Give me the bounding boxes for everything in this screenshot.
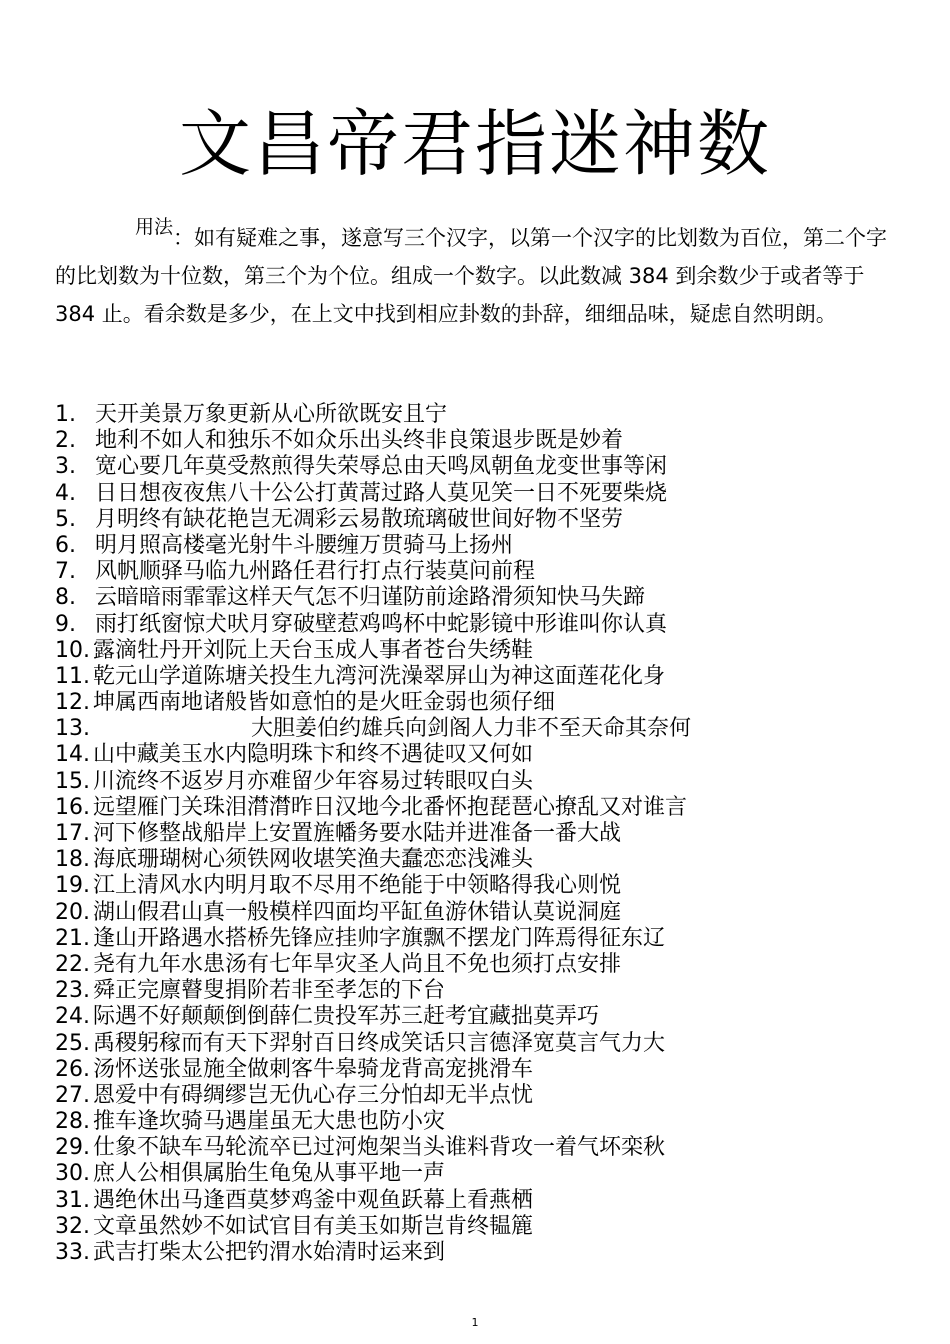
list-item: [55, 1135, 915, 1161]
entry-number: 31.: [55, 1187, 90, 1213]
entry-text: 海底珊瑚树心须铁网收堪笑渔夫蠢恋恋浅滩头: [93, 847, 534, 873]
entry-number: 5.: [55, 506, 76, 532]
entry-text: 仕象不缺车马轮流卒已过河炮架当头谁料背攻一着气坏栾秋: [93, 1135, 666, 1161]
entry-number: 2.: [55, 428, 76, 454]
entry-number: 11.: [55, 663, 90, 689]
list-item: [55, 1161, 915, 1187]
entry-number: 13.: [55, 716, 90, 742]
entry-number: 3.: [55, 454, 76, 480]
entry-number: 25.: [55, 1030, 90, 1056]
list-item: [55, 1214, 915, 1240]
entry-text: 庶人公相俱属胎生龟兔从事平地一声: [93, 1161, 446, 1187]
list-item: [55, 1004, 915, 1030]
entry-number: 33.: [55, 1240, 90, 1265]
list-item: [55, 873, 915, 899]
entry-number: 10.: [55, 637, 90, 663]
entry-number: 21.: [55, 925, 90, 951]
entry-list: [55, 402, 915, 1266]
list-item: [55, 533, 915, 559]
entry-text: 山中藏美玉水内隐明珠卞和终不遇徒叹又何如: [93, 742, 534, 768]
entry-number: 22.: [55, 951, 90, 977]
entry-text: 逢山开路遇水搭桥先锋应挂帅字旗飘不摆龙门阵焉得征东辽: [93, 925, 666, 951]
entry-text: 文章虽然妙不如试官目有美玉如斯岂肯终韫簏: [93, 1213, 534, 1239]
entry-text: 大胆姜伯约雄兵向剑阁人力非不至天命其奈何: [251, 716, 692, 742]
entry-text: 露滴牡丹开刘阮上天台玉成人事者苍台失绣鞋: [93, 637, 534, 663]
entry-text: 尧有九年水患汤有七年旱灾圣人尚且不免也须打点安排: [93, 951, 622, 977]
list-item: [55, 481, 915, 507]
entry-number: 6.: [55, 532, 76, 558]
list-item: [55, 559, 915, 585]
entry-number: 32.: [55, 1213, 90, 1239]
entry-text: 乾元山学道陈塘关投生九湾河洗澡翠屏山为神这面莲花化身: [93, 663, 666, 689]
usage-text: ：如有疑难之事，遂意写三个汉字，以第一个汉字的比划数为百位，第二个字的比划数为十位数，第三个为个位。组成一个数字。以此数减 384 到余数少于或者等于 384 止。看余数是多少，在上文中找到相应卦数的卦辞，细细品味，疑虑自然明朗。: [55, 226, 888, 326]
list-item: [55, 1109, 915, 1135]
entry-number: 20.: [55, 899, 90, 925]
entry-number: 26.: [55, 1056, 90, 1082]
list-item: [55, 900, 915, 926]
entry-number: 29.: [55, 1135, 90, 1161]
entry-text: 恩爱中有碍绸缪岂无仇心存三分怕却无半点忧: [93, 1082, 534, 1108]
entry-text: 禹稷躬稼而有天下羿射百日终成笑话只言德泽宽莫言气力大: [93, 1030, 666, 1056]
list-item: [55, 716, 915, 742]
entry-text: 湖山假君山真一般模样四面均平缸鱼游休错认莫说洞庭: [93, 899, 622, 925]
entry-number: 16.: [55, 794, 90, 820]
list-item: [55, 1083, 915, 1109]
page-title: 文昌帝君指迷神数: [178, 102, 771, 186]
entry-number: 18.: [55, 847, 90, 873]
entry-text: 河下修整战船岸上安置旌幡务要水陆并进准备一番大战: [93, 821, 622, 846]
list-item: [55, 454, 915, 480]
entry-text: 汤怀送张显施全做刺客牛皋骑龙背高宠挑滑车: [93, 1056, 534, 1082]
entry-text: 明月照高楼毫光射牛斗腰缠万贯骑马上扬州: [95, 532, 514, 558]
entry-text: 风帆顺驿马临九州路任君行打点行装莫问前程: [95, 559, 536, 585]
list-item: [55, 1188, 915, 1214]
page-number: 1: [471, 1316, 479, 1329]
list-item: [55, 769, 915, 795]
entry-text: 舜正完廪瞽叟捐阶若非至孝怎的下台: [93, 978, 446, 1004]
list-item: [55, 795, 915, 821]
list-item: [55, 1031, 915, 1057]
entry-text: 坤属西南地诸般皆如意怕的是火旺金弱也须仔细: [93, 690, 556, 716]
list-item: [55, 428, 915, 454]
usage-label: 用法: [135, 216, 174, 238]
list-item: [55, 507, 915, 533]
entry-number: 1.: [55, 402, 76, 427]
list-item: [55, 402, 915, 428]
list-item: [55, 926, 915, 952]
list-item: [55, 638, 915, 664]
list-item: [55, 612, 915, 638]
entry-text: 雨打纸窗惊犬吠月穿破壁惹鸡鸣杯中蛇影镜中形谁叫你认真: [95, 611, 668, 637]
entry-number: 9.: [55, 611, 76, 637]
entry-text: 宽心要几年莫受熬煎得失荣辱总由天鸣凤朝鱼龙变世事等闲: [95, 454, 668, 480]
entry-number: 4.: [55, 480, 76, 506]
list-item: [55, 1240, 915, 1266]
entry-text: 日日想夜夜焦八十公公打黄蒿过路人莫见笑一日不死要柴烧: [95, 480, 668, 506]
entry-number: 15.: [55, 768, 90, 794]
list-item: [55, 821, 915, 847]
entry-number: 24.: [55, 1004, 90, 1030]
entry-text: 际遇不好颠颠倒倒薛仁贵投军苏三赶考宜藏拙莫弄巧: [93, 1004, 600, 1030]
entry-text: 江上清风水内明月取不尽用不绝能于中领略得我心则悦: [93, 873, 622, 899]
list-item: [55, 1057, 915, 1083]
entry-text: 云暗暗雨霏霏这样天气怎不归谨防前途路滑须知快马失蹄: [95, 585, 646, 611]
entry-number: 7.: [55, 559, 76, 585]
list-item: [55, 952, 915, 978]
entry-number: 23.: [55, 978, 90, 1004]
entry-text: 远望雁门关珠泪潸潸昨日汉地今北番怀抱琵琶心撩乱又对谁言: [93, 794, 688, 820]
entry-number: 12.: [55, 690, 90, 716]
list-item: [55, 690, 915, 716]
entry-number: 17.: [55, 821, 90, 846]
list-item: [55, 978, 915, 1004]
list-item: [55, 847, 915, 873]
entry-text: 川流终不返岁月亦难留少年容易过转眼叹白头: [93, 768, 534, 794]
entry-text: 武吉打柴太公把钓渭水始清时运来到: [93, 1240, 446, 1265]
entry-number: 27.: [55, 1082, 90, 1108]
usage-paragraph: [55, 208, 900, 333]
entry-number: 14.: [55, 742, 90, 768]
entry-number: 19.: [55, 873, 90, 899]
list-item: [55, 664, 915, 690]
entry-number: 30.: [55, 1161, 90, 1187]
entry-text: 天开美景万象更新从心所欲既安且宁: [95, 402, 448, 427]
entry-number: 28.: [55, 1109, 90, 1135]
entry-text: 推车逢坎骑马遇崖虽无大患也防小灾: [93, 1109, 446, 1135]
entry-number: 8.: [55, 585, 76, 611]
entry-text: 地利不如人和独乐不如众乐出头终非良策退步既是妙着: [95, 428, 624, 454]
entry-text: 月明终有缺花艳岂无凋彩云易散琉璃破世间好物不坚劳: [95, 506, 624, 532]
list-item: [55, 585, 915, 611]
list-item: [55, 742, 915, 768]
entry-text: 遇绝休出马逢酉莫梦鸡釜中观鱼跃幕上看燕栖: [93, 1187, 534, 1213]
